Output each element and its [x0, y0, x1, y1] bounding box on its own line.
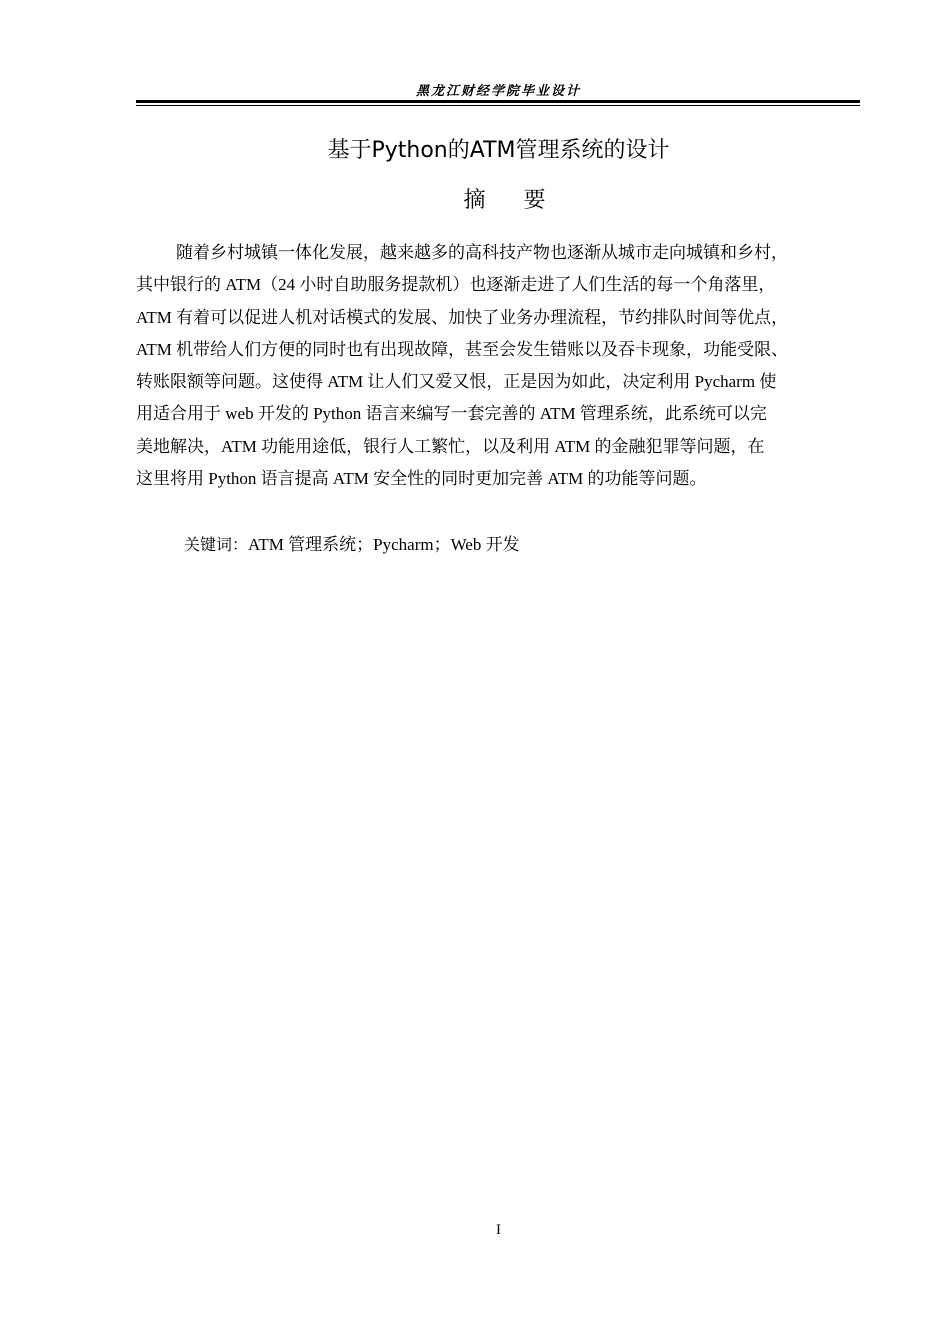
keywords-text: ATM 管理系统；Pycharm；Web 开发 — [248, 535, 520, 554]
header-rule-thick — [136, 100, 860, 103]
abstract-line: 这里将用 Python 语言提高 ATM 安全性的同时更加完善 ATM 的功能等问题。 — [136, 469, 707, 489]
document-title: 基于Python的ATM管理系统的设计 — [327, 138, 670, 163]
abstract-line: ATM 有着可以促进人机对话模式的发展、加快了业务办理流程，节约排队时间等优点， — [136, 307, 789, 327]
abstract-line: ATM 机带给人们方便的同时也有出现故障，甚至会发生错账以及吞卡现象，功能受限、 — [136, 339, 789, 359]
abstract-line: 其中银行的 ATM（24 小时自助服务提款机）也逐渐走进了人们生活的每一个角落里， — [136, 275, 776, 295]
header-rule-thin — [136, 105, 860, 106]
abstract-line: 美地解决，ATM 功能用途低，银行人工繁忙，以及利用 ATM 的金融犯罪等问题，在 — [136, 436, 765, 456]
abstract-line: 用适合用于 web 开发的 Python 语言来编写一套完善的 ATM 管理系统，此系统可以完 — [136, 404, 767, 424]
page-number: I — [496, 1222, 501, 1238]
keywords — [184, 530, 520, 560]
keywords-label: 关键词： — [184, 535, 249, 554]
abstract-body — [136, 237, 864, 495]
abstract-heading: 摘要 — [463, 188, 584, 213]
abstract-line: 随着乡村城镇一体化发展，越来越多的高科技产物也逐渐从城市走向城镇和乡村， — [176, 243, 788, 262]
header-text: 黑龙江财经学院毕业设计 — [415, 84, 581, 99]
abstract-line: 转账限额等问题。这使得 ATM 让人们又爱又恨，正是因为如此，决定利用 Pycharm 使 — [136, 372, 777, 392]
